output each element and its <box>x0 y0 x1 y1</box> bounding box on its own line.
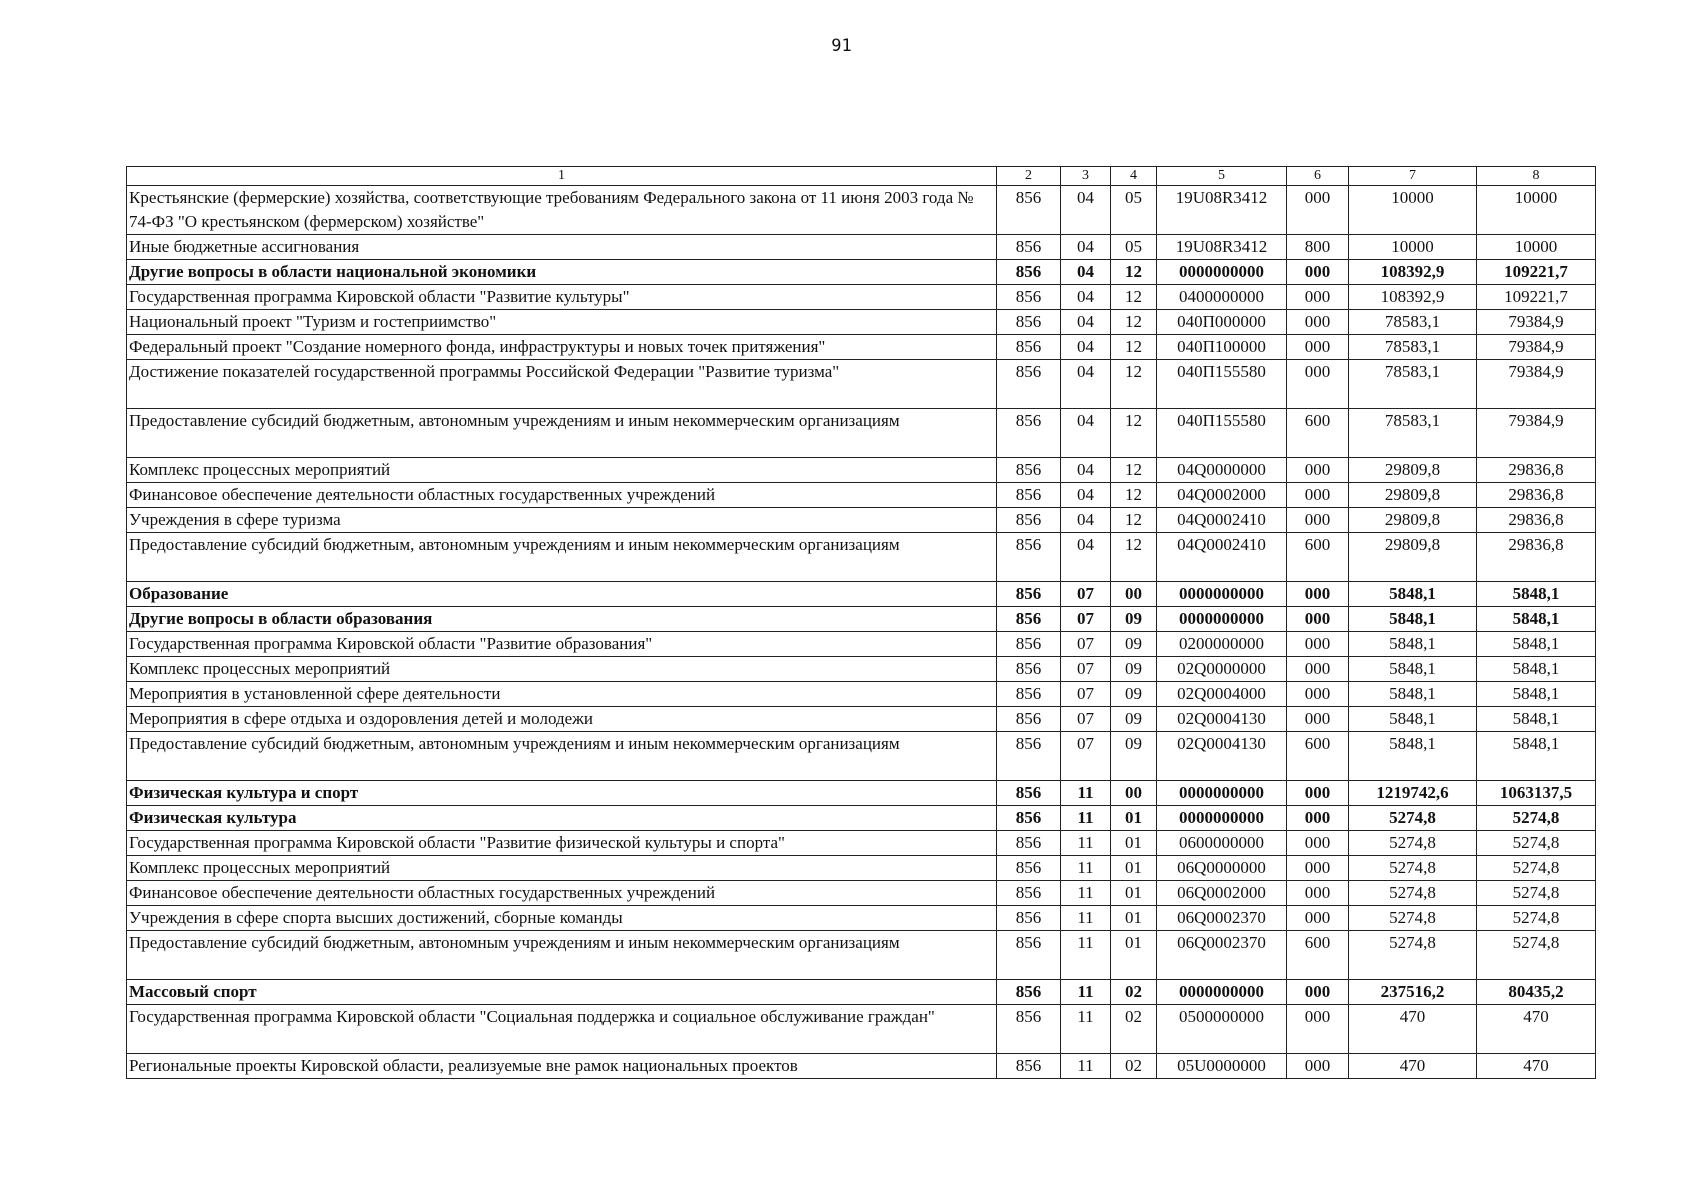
cell-admin-code: 856 <box>997 657 1061 682</box>
cell-admin-code: 856 <box>997 458 1061 483</box>
table-body <box>127 186 1596 1079</box>
cell-expense-type: 000 <box>1287 335 1349 360</box>
cell-name: Комплекс процессных мероприятий <box>127 657 997 682</box>
cell-section: 04 <box>1061 483 1111 508</box>
cell-amount-year-1: 470 <box>1349 1054 1477 1079</box>
cell-section: 07 <box>1061 607 1111 632</box>
cell-admin-code: 856 <box>997 310 1061 335</box>
cell-name: Государственная программа Кировской области "Развитие культуры" <box>127 285 997 310</box>
cell-section: 11 <box>1061 831 1111 856</box>
cell-admin-code: 856 <box>997 186 1061 235</box>
cell-target-article: 06Q0000000 <box>1157 856 1287 881</box>
cell-name: Другие вопросы в области образования <box>127 607 997 632</box>
cell-target-article: 0400000000 <box>1157 285 1287 310</box>
cell-section: 04 <box>1061 533 1111 582</box>
cell-subsection: 12 <box>1111 285 1157 310</box>
cell-expense-type: 000 <box>1287 856 1349 881</box>
cell-subsection: 01 <box>1111 806 1157 831</box>
cell-amount-year-2: 5848,1 <box>1477 707 1596 732</box>
table-row <box>127 533 1596 582</box>
cell-subsection: 02 <box>1111 1054 1157 1079</box>
table-row <box>127 931 1596 980</box>
cell-expense-type: 000 <box>1287 707 1349 732</box>
cell-amount-year-2: 109221,7 <box>1477 285 1596 310</box>
cell-amount-year-1: 5274,8 <box>1349 806 1477 831</box>
table-row <box>127 781 1596 806</box>
cell-expense-type: 000 <box>1287 285 1349 310</box>
table-row <box>127 707 1596 732</box>
cell-section: 07 <box>1061 682 1111 707</box>
cell-expense-type: 600 <box>1287 533 1349 582</box>
cell-name: Государственная программа Кировской области "Развитие образования" <box>127 632 997 657</box>
table-row <box>127 260 1596 285</box>
cell-subsection: 12 <box>1111 483 1157 508</box>
cell-amount-year-1: 5274,8 <box>1349 856 1477 881</box>
cell-section: 11 <box>1061 781 1111 806</box>
cell-subsection: 02 <box>1111 1005 1157 1054</box>
cell-expense-type: 000 <box>1287 582 1349 607</box>
cell-section: 11 <box>1061 806 1111 831</box>
cell-amount-year-2: 29836,8 <box>1477 483 1596 508</box>
cell-amount-year-2: 5848,1 <box>1477 682 1596 707</box>
cell-subsection: 02 <box>1111 980 1157 1005</box>
table-row <box>127 335 1596 360</box>
cell-amount-year-2: 470 <box>1477 1054 1596 1079</box>
table-row <box>127 806 1596 831</box>
header-col-5: 5 <box>1157 167 1287 186</box>
cell-amount-year-1: 5848,1 <box>1349 607 1477 632</box>
cell-name: Образование <box>127 582 997 607</box>
cell-subsection: 09 <box>1111 732 1157 781</box>
cell-subsection: 09 <box>1111 657 1157 682</box>
cell-name: Предоставление субсидий бюджетным, автономным учреждениям и иным некоммерческим организациям <box>127 409 997 458</box>
cell-target-article: 04Q0002410 <box>1157 508 1287 533</box>
cell-section: 07 <box>1061 707 1111 732</box>
cell-amount-year-1: 5274,8 <box>1349 906 1477 931</box>
cell-target-article: 06Q0002370 <box>1157 906 1287 931</box>
cell-amount-year-1: 5848,1 <box>1349 632 1477 657</box>
cell-admin-code: 856 <box>997 980 1061 1005</box>
cell-subsection: 01 <box>1111 856 1157 881</box>
table-row <box>127 632 1596 657</box>
cell-admin-code: 856 <box>997 360 1061 409</box>
cell-amount-year-1: 5274,8 <box>1349 931 1477 980</box>
cell-amount-year-2: 5848,1 <box>1477 657 1596 682</box>
budget-table <box>126 166 1596 1079</box>
cell-amount-year-1: 5848,1 <box>1349 582 1477 607</box>
cell-amount-year-1: 108392,9 <box>1349 260 1477 285</box>
cell-name: Предоставление субсидий бюджетным, автономным учреждениям и иным некоммерческим организациям <box>127 931 997 980</box>
cell-expense-type: 000 <box>1287 483 1349 508</box>
table-row <box>127 607 1596 632</box>
cell-amount-year-1: 108392,9 <box>1349 285 1477 310</box>
cell-amount-year-1: 29809,8 <box>1349 458 1477 483</box>
cell-admin-code: 856 <box>997 707 1061 732</box>
cell-amount-year-1: 78583,1 <box>1349 409 1477 458</box>
cell-amount-year-1: 78583,1 <box>1349 335 1477 360</box>
cell-name: Финансовое обеспечение деятельности областных государственных учреждений <box>127 483 997 508</box>
cell-amount-year-2: 10000 <box>1477 235 1596 260</box>
cell-section: 11 <box>1061 881 1111 906</box>
cell-name: Достижение показателей государственной программы Российской Федерации "Развитие туризма" <box>127 360 997 409</box>
cell-expense-type: 000 <box>1287 881 1349 906</box>
cell-subsection: 09 <box>1111 607 1157 632</box>
cell-subsection: 12 <box>1111 409 1157 458</box>
cell-expense-type: 000 <box>1287 1054 1349 1079</box>
cell-target-article: 04Q0000000 <box>1157 458 1287 483</box>
cell-amount-year-1: 78583,1 <box>1349 360 1477 409</box>
table-row <box>127 682 1596 707</box>
table-row <box>127 409 1596 458</box>
cell-expense-type: 000 <box>1287 607 1349 632</box>
table-row <box>127 360 1596 409</box>
cell-section: 07 <box>1061 732 1111 781</box>
cell-amount-year-2: 5274,8 <box>1477 931 1596 980</box>
header-col-4: 4 <box>1111 167 1157 186</box>
cell-target-article: 06Q0002370 <box>1157 931 1287 980</box>
cell-name: Комплекс процессных мероприятий <box>127 458 997 483</box>
cell-name: Региональные проекты Кировской области, реализуемые вне рамок национальных проектов <box>127 1054 997 1079</box>
cell-amount-year-1: 10000 <box>1349 186 1477 235</box>
cell-expense-type: 000 <box>1287 657 1349 682</box>
cell-admin-code: 856 <box>997 906 1061 931</box>
page-number: 91 <box>831 36 852 56</box>
cell-subsection: 00 <box>1111 781 1157 806</box>
cell-section: 04 <box>1061 186 1111 235</box>
cell-section: 04 <box>1061 508 1111 533</box>
cell-expense-type: 000 <box>1287 632 1349 657</box>
header-row <box>127 167 1596 186</box>
cell-admin-code: 856 <box>997 409 1061 458</box>
cell-amount-year-2: 5274,8 <box>1477 856 1596 881</box>
cell-amount-year-2: 5848,1 <box>1477 632 1596 657</box>
cell-amount-year-2: 5274,8 <box>1477 806 1596 831</box>
cell-subsection: 12 <box>1111 458 1157 483</box>
cell-target-article: 19U08R3412 <box>1157 186 1287 235</box>
cell-admin-code: 856 <box>997 881 1061 906</box>
cell-section: 11 <box>1061 931 1111 980</box>
header-col-2: 2 <box>997 167 1061 186</box>
cell-expense-type: 000 <box>1287 508 1349 533</box>
cell-amount-year-2: 29836,8 <box>1477 533 1596 582</box>
cell-section: 07 <box>1061 582 1111 607</box>
cell-amount-year-2: 1063137,5 <box>1477 781 1596 806</box>
cell-amount-year-2: 5848,1 <box>1477 732 1596 781</box>
cell-admin-code: 856 <box>997 508 1061 533</box>
cell-name: Финансовое обеспечение деятельности областных государственных учреждений <box>127 881 997 906</box>
cell-subsection: 12 <box>1111 310 1157 335</box>
cell-section: 11 <box>1061 1005 1111 1054</box>
cell-amount-year-1: 1219742,6 <box>1349 781 1477 806</box>
cell-amount-year-2: 29836,8 <box>1477 508 1596 533</box>
cell-amount-year-2: 79384,9 <box>1477 310 1596 335</box>
table-row <box>127 657 1596 682</box>
table-row <box>127 1054 1596 1079</box>
cell-target-article: 06Q0002000 <box>1157 881 1287 906</box>
cell-target-article: 02Q0000000 <box>1157 657 1287 682</box>
cell-target-article: 040П155580 <box>1157 360 1287 409</box>
cell-amount-year-2: 470 <box>1477 1005 1596 1054</box>
cell-name: Мероприятия в сфере отдыха и оздоровления детей и молодежи <box>127 707 997 732</box>
cell-amount-year-2: 79384,9 <box>1477 335 1596 360</box>
cell-admin-code: 856 <box>997 781 1061 806</box>
cell-target-article: 0000000000 <box>1157 980 1287 1005</box>
cell-subsection: 09 <box>1111 632 1157 657</box>
cell-section: 04 <box>1061 235 1111 260</box>
cell-admin-code: 856 <box>997 483 1061 508</box>
cell-target-article: 04Q0002000 <box>1157 483 1287 508</box>
table-header <box>127 167 1596 186</box>
cell-amount-year-2: 29836,8 <box>1477 458 1596 483</box>
table-row <box>127 582 1596 607</box>
cell-admin-code: 856 <box>997 607 1061 632</box>
cell-amount-year-2: 5274,8 <box>1477 831 1596 856</box>
cell-expense-type: 000 <box>1287 682 1349 707</box>
cell-section: 04 <box>1061 335 1111 360</box>
cell-target-article: 040П000000 <box>1157 310 1287 335</box>
cell-amount-year-1: 5848,1 <box>1349 657 1477 682</box>
table-row <box>127 980 1596 1005</box>
cell-expense-type: 000 <box>1287 458 1349 483</box>
cell-name: Национальный проект "Туризм и гостеприимство" <box>127 310 997 335</box>
cell-subsection: 09 <box>1111 682 1157 707</box>
cell-amount-year-1: 5274,8 <box>1349 831 1477 856</box>
cell-section: 11 <box>1061 980 1111 1005</box>
table-row <box>127 235 1596 260</box>
cell-target-article: 0200000000 <box>1157 632 1287 657</box>
cell-name: Массовый спорт <box>127 980 997 1005</box>
table-row <box>127 310 1596 335</box>
cell-expense-type: 800 <box>1287 235 1349 260</box>
cell-amount-year-1: 78583,1 <box>1349 310 1477 335</box>
cell-target-article: 19U08R3412 <box>1157 235 1287 260</box>
cell-admin-code: 856 <box>997 335 1061 360</box>
cell-expense-type: 000 <box>1287 781 1349 806</box>
cell-target-article: 04Q0002410 <box>1157 533 1287 582</box>
cell-admin-code: 856 <box>997 1005 1061 1054</box>
cell-target-article: 0000000000 <box>1157 607 1287 632</box>
cell-admin-code: 856 <box>997 682 1061 707</box>
cell-name: Государственная программа Кировской области "Развитие физической культуры и спорта" <box>127 831 997 856</box>
cell-subsection: 01 <box>1111 881 1157 906</box>
cell-target-article: 0000000000 <box>1157 260 1287 285</box>
table-row <box>127 483 1596 508</box>
cell-amount-year-2: 80435,2 <box>1477 980 1596 1005</box>
cell-amount-year-2: 5274,8 <box>1477 906 1596 931</box>
cell-section: 04 <box>1061 285 1111 310</box>
cell-subsection: 12 <box>1111 533 1157 582</box>
table-row <box>127 881 1596 906</box>
cell-amount-year-1: 29809,8 <box>1349 508 1477 533</box>
cell-expense-type: 000 <box>1287 260 1349 285</box>
cell-name: Комплекс процессных мероприятий <box>127 856 997 881</box>
cell-name: Федеральный проект "Создание номерного фонда, инфраструктуры и новых точек притяжения" <box>127 335 997 360</box>
cell-amount-year-2: 109221,7 <box>1477 260 1596 285</box>
cell-admin-code: 856 <box>997 732 1061 781</box>
cell-name: Предоставление субсидий бюджетным, автономным учреждениям и иным некоммерческим организациям <box>127 732 997 781</box>
cell-amount-year-2: 5848,1 <box>1477 607 1596 632</box>
cell-section: 11 <box>1061 856 1111 881</box>
cell-target-article: 0000000000 <box>1157 582 1287 607</box>
cell-admin-code: 856 <box>997 856 1061 881</box>
cell-section: 07 <box>1061 632 1111 657</box>
cell-name: Учреждения в сфере спорта высших достижений, сборные команды <box>127 906 997 931</box>
cell-target-article: 040П100000 <box>1157 335 1287 360</box>
cell-admin-code: 856 <box>997 285 1061 310</box>
cell-amount-year-1: 5848,1 <box>1349 732 1477 781</box>
cell-name: Крестьянские (фермерские) хозяйства, соответствующие требованиям Федерального закона от 11 июня 2003 года № 74-ФЗ "О крестьянском (фермерском) хозяйстве" <box>127 186 997 235</box>
cell-amount-year-1: 237516,2 <box>1349 980 1477 1005</box>
cell-section: 04 <box>1061 360 1111 409</box>
cell-subsection: 01 <box>1111 931 1157 980</box>
cell-subsection: 12 <box>1111 360 1157 409</box>
cell-admin-code: 856 <box>997 632 1061 657</box>
cell-admin-code: 856 <box>997 260 1061 285</box>
cell-admin-code: 856 <box>997 235 1061 260</box>
cell-target-article: 0500000000 <box>1157 1005 1287 1054</box>
table-row <box>127 906 1596 931</box>
cell-amount-year-1: 5848,1 <box>1349 682 1477 707</box>
cell-section: 11 <box>1061 1054 1111 1079</box>
cell-target-article: 0600000000 <box>1157 831 1287 856</box>
header-col-6: 6 <box>1287 167 1349 186</box>
cell-amount-year-1: 5848,1 <box>1349 707 1477 732</box>
cell-expense-type: 000 <box>1287 831 1349 856</box>
cell-target-article: 0000000000 <box>1157 781 1287 806</box>
cell-subsection: 05 <box>1111 235 1157 260</box>
cell-expense-type: 000 <box>1287 1005 1349 1054</box>
cell-target-article: 02Q0004130 <box>1157 732 1287 781</box>
cell-expense-type: 000 <box>1287 906 1349 931</box>
cell-expense-type: 000 <box>1287 186 1349 235</box>
cell-admin-code: 856 <box>997 533 1061 582</box>
table-row <box>127 186 1596 235</box>
cell-amount-year-1: 470 <box>1349 1005 1477 1054</box>
cell-admin-code: 856 <box>997 806 1061 831</box>
cell-section: 07 <box>1061 657 1111 682</box>
cell-admin-code: 856 <box>997 931 1061 980</box>
header-col-8: 8 <box>1477 167 1596 186</box>
cell-name: Мероприятия в установленной сфере деятельности <box>127 682 997 707</box>
cell-subsection: 12 <box>1111 508 1157 533</box>
cell-section: 04 <box>1061 458 1111 483</box>
cell-target-article: 0000000000 <box>1157 806 1287 831</box>
cell-expense-type: 000 <box>1287 360 1349 409</box>
cell-subsection: 12 <box>1111 260 1157 285</box>
header-col-1: 1 <box>127 167 997 186</box>
cell-name: Иные бюджетные ассигнования <box>127 235 997 260</box>
cell-section: 04 <box>1061 409 1111 458</box>
cell-amount-year-2: 5848,1 <box>1477 582 1596 607</box>
cell-expense-type: 600 <box>1287 409 1349 458</box>
cell-subsection: 09 <box>1111 707 1157 732</box>
cell-expense-type: 600 <box>1287 931 1349 980</box>
header-col-7: 7 <box>1349 167 1477 186</box>
cell-section: 11 <box>1061 906 1111 931</box>
cell-subsection: 00 <box>1111 582 1157 607</box>
table-row <box>127 732 1596 781</box>
cell-name: Учреждения в сфере туризма <box>127 508 997 533</box>
cell-name: Государственная программа Кировской области "Социальная поддержка и социальное обслуживание граждан" <box>127 1005 997 1054</box>
table-row <box>127 458 1596 483</box>
header-col-3: 3 <box>1061 167 1111 186</box>
cell-name: Физическая культура и спорт <box>127 781 997 806</box>
cell-amount-year-1: 10000 <box>1349 235 1477 260</box>
cell-amount-year-2: 79384,9 <box>1477 409 1596 458</box>
table-row <box>127 1005 1596 1054</box>
cell-target-article: 02Q0004000 <box>1157 682 1287 707</box>
cell-admin-code: 856 <box>997 831 1061 856</box>
cell-admin-code: 856 <box>997 1054 1061 1079</box>
cell-expense-type: 000 <box>1287 310 1349 335</box>
table-row <box>127 831 1596 856</box>
cell-subsection: 01 <box>1111 906 1157 931</box>
cell-subsection: 05 <box>1111 186 1157 235</box>
cell-amount-year-1: 5274,8 <box>1349 881 1477 906</box>
cell-name: Физическая культура <box>127 806 997 831</box>
table-row <box>127 508 1596 533</box>
table-row <box>127 856 1596 881</box>
cell-amount-year-2: 10000 <box>1477 186 1596 235</box>
table-row <box>127 285 1596 310</box>
cell-amount-year-2: 79384,9 <box>1477 360 1596 409</box>
cell-target-article: 040П155580 <box>1157 409 1287 458</box>
cell-section: 04 <box>1061 310 1111 335</box>
cell-subsection: 01 <box>1111 831 1157 856</box>
cell-section: 04 <box>1061 260 1111 285</box>
cell-amount-year-2: 5274,8 <box>1477 881 1596 906</box>
cell-expense-type: 600 <box>1287 732 1349 781</box>
cell-name: Другие вопросы в области национальной экономики <box>127 260 997 285</box>
cell-expense-type: 000 <box>1287 806 1349 831</box>
cell-admin-code: 856 <box>997 582 1061 607</box>
cell-target-article: 05U0000000 <box>1157 1054 1287 1079</box>
cell-name: Предоставление субсидий бюджетным, автономным учреждениям и иным некоммерческим организациям <box>127 533 997 582</box>
cell-subsection: 12 <box>1111 335 1157 360</box>
cell-target-article: 02Q0004130 <box>1157 707 1287 732</box>
cell-amount-year-1: 29809,8 <box>1349 533 1477 582</box>
cell-amount-year-1: 29809,8 <box>1349 483 1477 508</box>
cell-expense-type: 000 <box>1287 980 1349 1005</box>
